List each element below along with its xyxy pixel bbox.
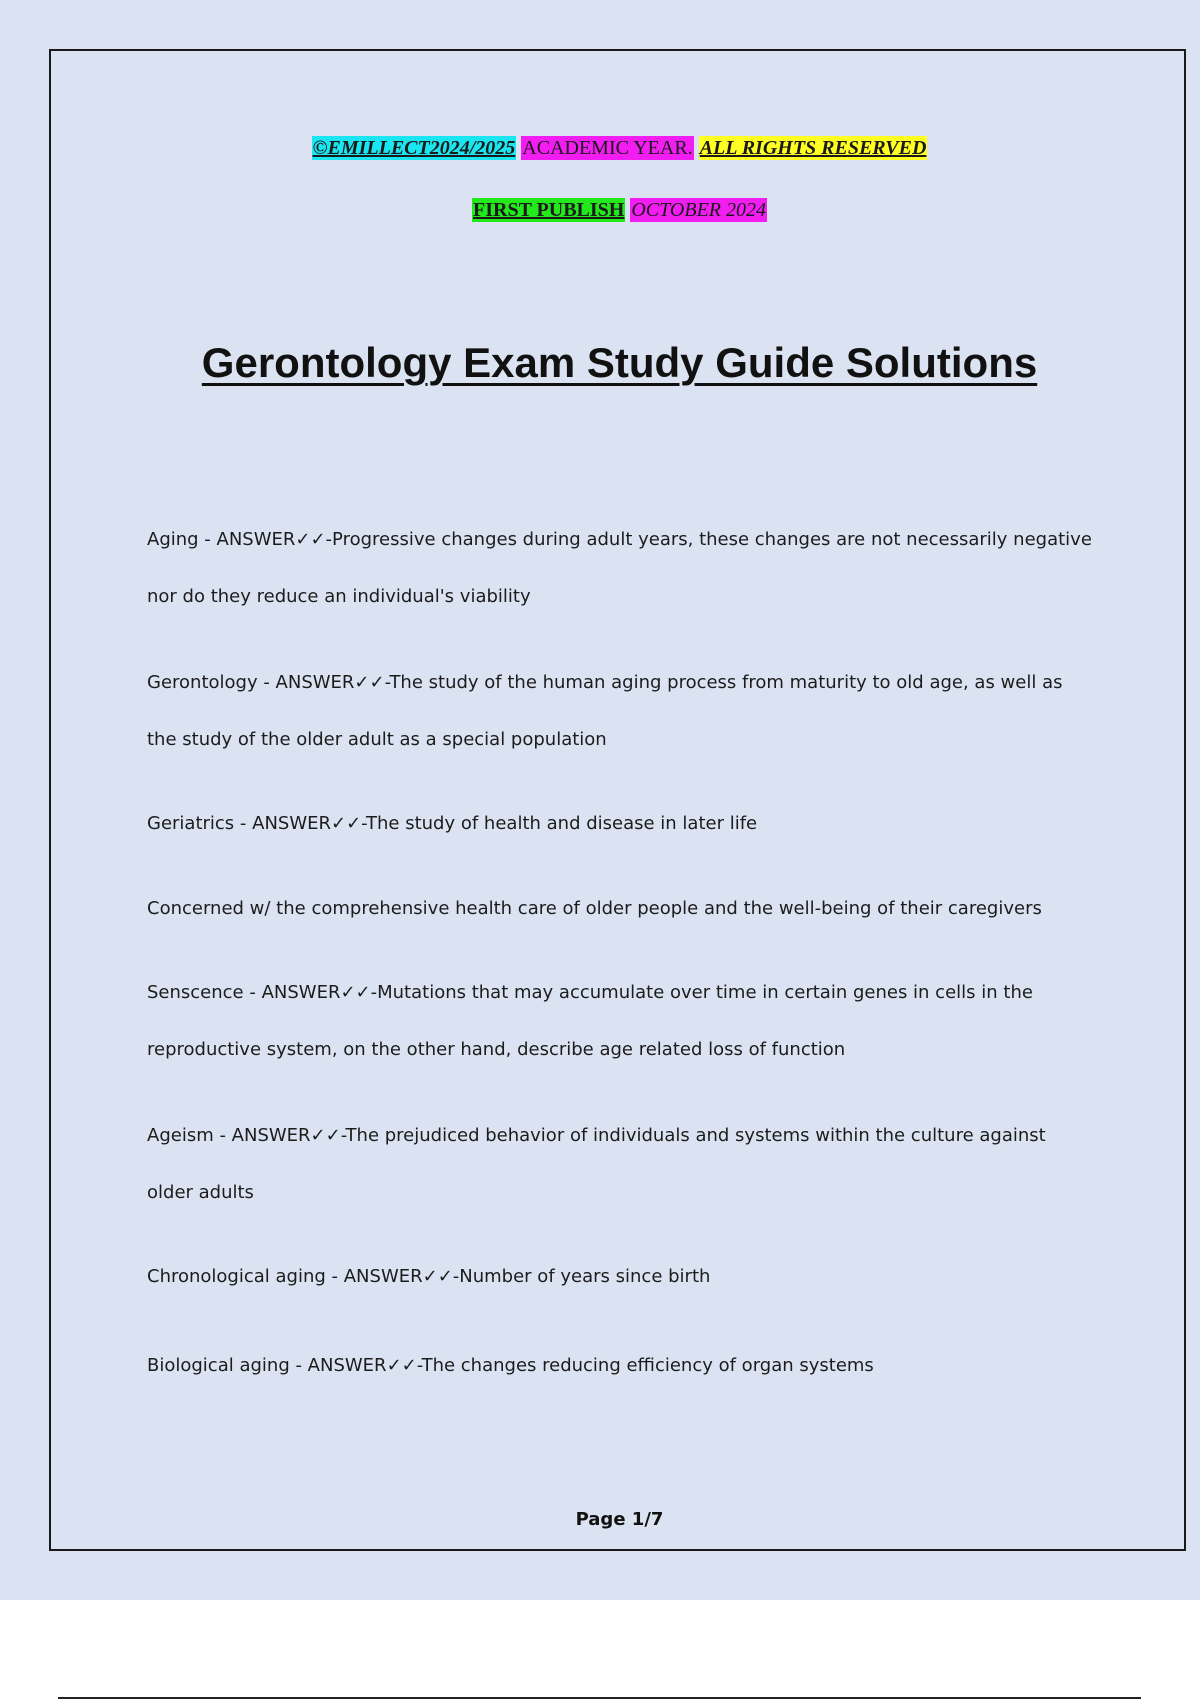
next-page-top-rule <box>58 1697 1141 1699</box>
entry-gerontology-line-2: the study of the older adult as a special population <box>147 729 607 750</box>
entry-aging-line-2: nor do they reduce an individual's viability <box>147 586 531 607</box>
publish-date-highlight: OCTOBER 2024 <box>631 199 766 221</box>
entry-gerontology-line-1: Gerontology - ANSWER✓✓-The study of the human aging process from maturity to old age, as well as <box>147 672 1063 693</box>
entry-geriatrics: Geriatrics - ANSWER✓✓-The study of health and disease in later life <box>147 813 758 834</box>
entry-senscence-line-2: reproductive system, on the other hand, describe age related loss of function <box>147 1039 846 1060</box>
entry-concerned: Concerned w/ the comprehensive health care of older people and the well-being of their caregivers <box>147 898 1042 919</box>
first-publish-highlight: FIRST PUBLISH <box>473 199 625 221</box>
document-title: Gerontology Exam Study Guide Solutions <box>201 339 1038 386</box>
academic-year-highlight: ACADEMIC YEAR. <box>522 137 693 159</box>
page-number: Page 1/7 <box>575 1509 664 1530</box>
header-publish-line <box>51 197 1188 223</box>
header-copyright-line <box>51 135 1188 161</box>
rights-reserved-highlight: ALL RIGHTS RESERVED <box>699 137 927 159</box>
entry-ageism-line-1: Ageism - ANSWER✓✓-The prejudiced behavior of individuals and systems within the culture against <box>147 1125 1046 1146</box>
entry-biological-aging: Biological aging - ANSWER✓✓-The changes reducing efficiency of organ systems <box>147 1355 874 1376</box>
entry-ageism-line-2: older adults <box>147 1182 254 1203</box>
entry-aging-line-1: Aging - ANSWER✓✓-Progressive changes during adult years, these changes are not necessarily negative <box>147 529 1092 550</box>
copyright-highlight: ©EMILLECT2024/2025 <box>312 137 516 159</box>
entry-chronological-aging: Chronological aging - ANSWER✓✓-Number of years since birth <box>147 1266 711 1287</box>
entry-senscence-line-1: Senscence - ANSWER✓✓-Mutations that may accumulate over time in certain genes in cells in the <box>147 982 1033 1003</box>
page-frame <box>49 49 1186 1551</box>
